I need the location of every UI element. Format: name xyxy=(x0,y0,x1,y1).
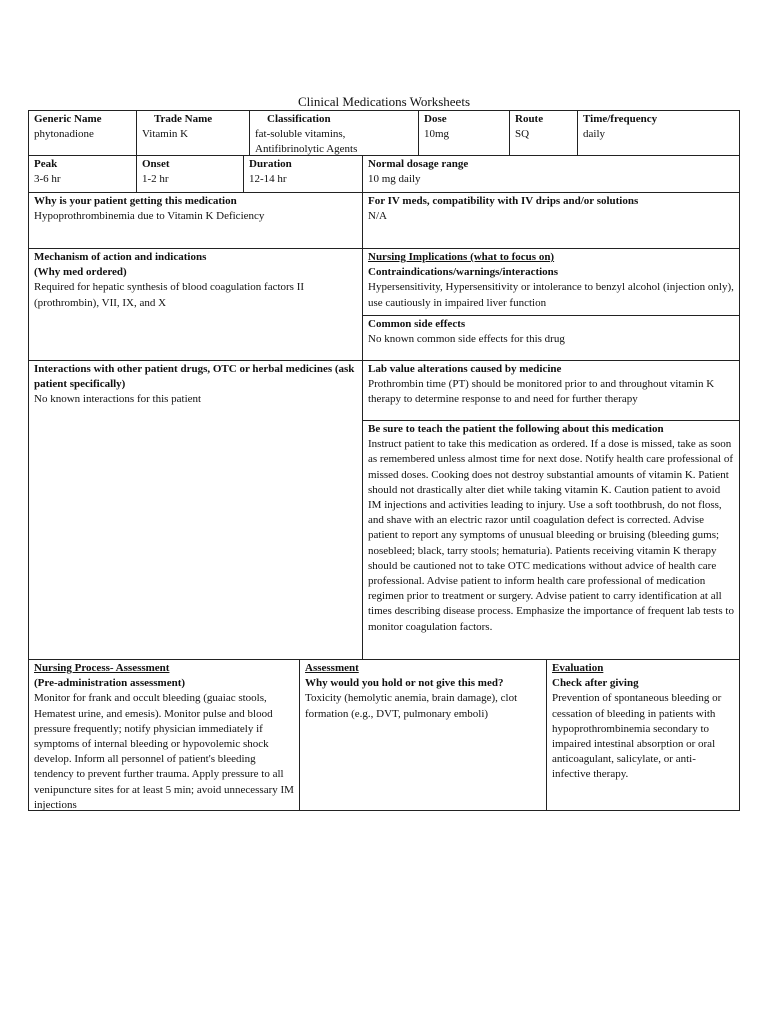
lab-alterations-label: Lab value alterations caused by medicine xyxy=(368,363,562,375)
trade-name-cell xyxy=(136,110,250,156)
why-medication-cell xyxy=(28,192,363,249)
duration-value: 12-14 hr xyxy=(249,173,287,186)
iv-compatibility-label: For IV meds, compatibility with IV drips and/or solutions xyxy=(368,195,639,207)
duration-label: Duration xyxy=(249,158,292,170)
route-cell xyxy=(509,110,578,156)
dosage-range-cell xyxy=(362,155,740,193)
nursing-implications-cell xyxy=(362,248,740,316)
patient-teaching-label: Be sure to teach the patient the following about this medication xyxy=(368,423,664,435)
pre-admin-value: Monitor for frank and occult bleeding (guaiac stools, Hematest urine, and emesis). Monitor pulse and blood pressure frequently; notify physician immediately if symptoms of internal bleeding or hypovolemic shock develop. Inform all personnel of patient's bleeding tendency to prevent further trauma. Apply pressure to all venipuncture sites for at least 5 min; avoid unnecessary IM injections xyxy=(34,692,294,811)
side-effects-value: No known common side effects for this drug xyxy=(368,333,565,346)
evaluation-cell xyxy=(546,659,740,811)
time-frequency-cell xyxy=(577,110,740,156)
hold-med-label: Why would you hold or not give this med? xyxy=(305,677,504,690)
contraindications-label: Contraindications/warnings/interactions xyxy=(368,266,559,279)
dose-value: 10mg xyxy=(424,128,450,141)
peak-label: Peak xyxy=(34,158,58,170)
iv-compatibility-cell xyxy=(362,192,740,249)
side-effects-cell xyxy=(362,315,740,361)
side-effects-label: Common side effects xyxy=(368,318,466,330)
pre-admin-assessment-cell xyxy=(28,659,300,811)
generic-name-cell xyxy=(28,110,137,156)
route-label: Route xyxy=(515,113,544,125)
nursing-implications-heading: Nursing Implications (what to focus on) xyxy=(368,251,555,263)
dose-label: Dose xyxy=(424,113,447,125)
onset-cell xyxy=(136,155,244,193)
peak-value: 3-6 hr xyxy=(34,173,61,186)
generic-name-label: Generic Name xyxy=(34,113,102,125)
dosage-range-label: Normal dosage range xyxy=(368,158,469,170)
iv-compatibility-value: N/A xyxy=(368,210,387,223)
lab-alterations-cell xyxy=(362,360,740,421)
time-frequency-label: Time/frequency xyxy=(583,113,658,125)
classification-value: fat-soluble vitamins, Antifibrinolytic Agents xyxy=(255,128,358,156)
lab-alterations-value: Prothrombin time (PT) should be monitored prior to and throughout vitamin K therapy to determine response to and need for further therapy xyxy=(368,378,715,406)
interactions-cell xyxy=(28,360,363,660)
why-medication-value: Hypoprothrombinemia due to Vitamin K Deficiency xyxy=(34,210,265,223)
dose-cell xyxy=(418,110,510,156)
page-title: Clinical Medications Worksheets xyxy=(297,94,470,109)
mechanism-cell xyxy=(28,248,363,361)
dosage-range-value: 10 mg daily xyxy=(368,173,421,186)
mechanism-label: Mechanism of action and indications xyxy=(34,251,207,263)
why-ordered-label: (Why med ordered) xyxy=(34,266,127,279)
classification-cell xyxy=(249,110,419,156)
why-medication-label: Why is your patient getting this medication xyxy=(34,195,237,207)
generic-name-value: phytonadione xyxy=(34,128,94,141)
evaluation-value: Prevention of spontaneous bleeding or cessation of bleeding in patients with hypoprothrombinemia secondary to impaired intestinal absorption or oral anticoagulant, salicylate, or anti-infective therapy. xyxy=(552,692,722,781)
contraindications-value: Hypersensitivity, Hypersensitivity or intolerance to benzyl alcohol (injection only), use cautiously in impaired liver function xyxy=(368,281,734,309)
hold-med-value: Toxicity (hemolytic anemia, brain damage), clot formation (e.g., DVT, pulmonary emboli) xyxy=(305,692,518,720)
hold-assessment-cell xyxy=(299,659,547,811)
pre-admin-label: (Pre-administration assessment) xyxy=(34,677,186,690)
classification-label: Classification xyxy=(267,113,331,125)
check-after-label: Check after giving xyxy=(552,677,639,690)
patient-teaching-cell xyxy=(362,420,740,660)
onset-label: Onset xyxy=(142,158,170,170)
assessment-heading: Assessment xyxy=(305,662,359,674)
mechanism-value: Required for hepatic synthesis of blood coagulation factors II (prothrombin), VII, IX, and X xyxy=(34,281,305,309)
peak-cell xyxy=(28,155,137,193)
trade-name-value: Vitamin K xyxy=(142,128,189,141)
duration-cell xyxy=(243,155,363,193)
nursing-process-heading: Nursing Process- Assessment xyxy=(34,662,170,674)
trade-name-label: Trade Name xyxy=(154,113,213,125)
route-value: SQ xyxy=(515,128,530,141)
interactions-value: No known interactions for this patient xyxy=(34,393,202,406)
patient-teaching-value: Instruct patient to take this medication as ordered. If a dose is missed, take as soon as remembered unless almost time for next dose. Notify health care professional of missed doses. Cooking does not destroy substantial amounts of vitamin K. Patient should not drastically alter diet while taking vitamin K. Caution patient to avoid IM injections and activities leading to injury. Use a soft toothbrush, do not floss, and shave with an electric razor until coagulation defect is corrected. Advise patient to report any symptoms of unusual bleeding or bruising (bleeding gums; nosebleed; black, tarry stools; hematuria). Patients receiving vitamin K therapy should be cautioned not to take OTC medications without advice of health care professional. Advise patient to inform health care professional of medication regimen prior to treatment or surgery. Advise patient to carry identification at all times describing disease process. Emphasize the importance of frequent lab tests to monitor coagulation factors. xyxy=(368,438,734,633)
interactions-label: Interactions with other patient drugs, OTC or herbal medicines (ask patient specifically) xyxy=(34,363,355,391)
onset-value: 1-2 hr xyxy=(142,173,169,186)
evaluation-heading: Evaluation xyxy=(552,662,604,674)
time-frequency-value: daily xyxy=(583,128,605,141)
